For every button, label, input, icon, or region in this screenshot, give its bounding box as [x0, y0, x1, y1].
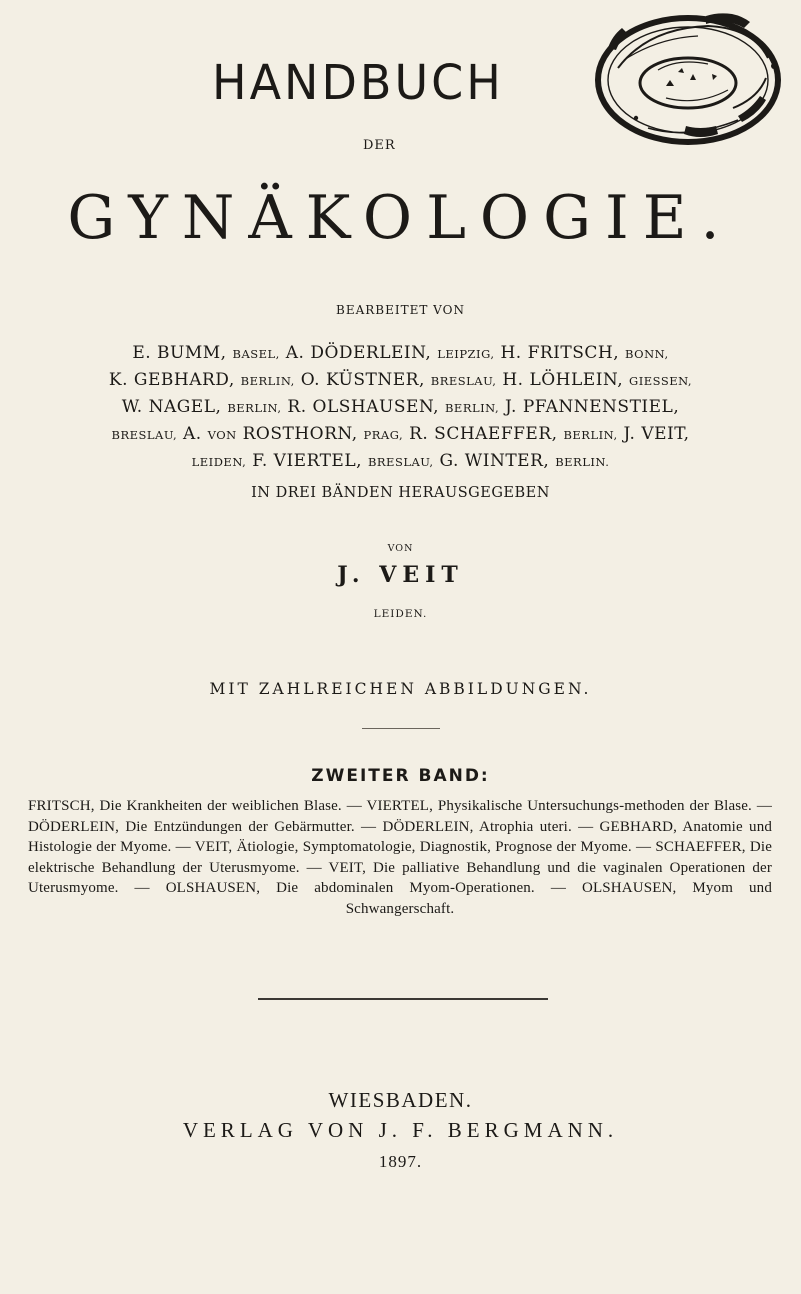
contributor-city: LEIDEN,	[191, 455, 247, 469]
contributor-name: R. OLSHAUSEN,	[287, 397, 440, 417]
contributor-name: K. GEBHARD,	[108, 370, 235, 390]
contributor-name: F. VIERTEL,	[252, 451, 363, 471]
contributor-name: O. KÜSTNER,	[300, 370, 425, 390]
imprint-year: 1897.	[378, 1152, 423, 1171]
contributor-name: H. FRITSCH,	[500, 343, 620, 363]
editor-place: LEIDEN.	[373, 608, 428, 620]
contributor-city: BRESLAU,	[430, 374, 497, 388]
editor-name: J. VEIT	[337, 562, 464, 588]
illustrations-note: MIT ZAHLREICHEN ABBILDUNGEN.	[209, 680, 592, 698]
contributor-city: PRAG,	[363, 428, 404, 442]
contributor-name: W. NAGEL,	[121, 397, 222, 417]
contributor-name: R. SCHAEFFER,	[409, 424, 558, 444]
contributors-line	[0, 367, 801, 394]
contributor-city: BRESLAU,	[367, 455, 434, 469]
imprint-publisher: VERLAG VON J. F. BERGMANN.	[182, 1118, 619, 1142]
contributor-name: A. DÖDERLEIN,	[285, 343, 432, 363]
contributor-name: H. LÖHLEIN,	[502, 370, 624, 390]
contributor-name: J. PFANNENSTIEL,	[505, 397, 680, 417]
contributor-city: BERLIN,	[563, 428, 618, 442]
volume-title: ZWEITER BAND:	[311, 766, 490, 786]
contributor-city: BERLIN,	[240, 374, 295, 388]
contributor-city: BONN,	[625, 347, 669, 361]
divider-short	[362, 728, 440, 729]
contributors-line	[0, 448, 801, 475]
contributor-name: ROSTHORN,	[242, 424, 358, 444]
title-subject: GYNÄKOLOGIE.	[67, 183, 734, 253]
divider-long	[258, 998, 548, 1000]
contributor-name: G. WINTER,	[439, 451, 550, 471]
contributors-list	[0, 340, 801, 475]
publisher-emblem-icon	[588, 8, 788, 158]
contributors-line	[0, 340, 801, 367]
contributor-name: A.	[183, 424, 202, 444]
imprint-city: WIESBADEN.	[328, 1088, 473, 1112]
contributor-city: BERLIN.	[555, 455, 610, 469]
contributor-city: BASEL,	[232, 347, 280, 361]
contributors-line	[0, 421, 801, 448]
contributor-name: J. VEIT,	[623, 424, 690, 444]
contributors-heading: BEARBEITET VON	[336, 303, 465, 317]
volume-contents: FRITSCH, Die Krankheiten der weiblichen Blase. — VIERTEL, Physikalische Untersuchungs-methoden der Blase. — DÖDERLEIN, Die Entzündungen der Gebärmutter. — DÖDERLEIN, Atrophia uteri. — GEBHARD, Anatomie und Histologie der Myome. — VEIT, Ätiologie, Symptomatologie, Diagnostik, Prognose der Myome. — SCHAEFFER, Die elektrische Behandlung der Uterusmyome. — VEIT, Die palliative Behandlung und die vaginalen Operationen der Uterusmyome. — OLSHAUSEN, Die abdominalen Myom-Operationen. — OLSHAUSEN, Myom und Schwangerschaft.	[28, 798, 772, 917]
title-handbuch: HANDBUCH	[212, 53, 504, 111]
title-der: DER	[363, 138, 396, 153]
editor-von: VON	[387, 543, 414, 554]
contributor-city: BERLIN,	[444, 401, 500, 415]
contributor-city: BRESLAU,	[111, 428, 178, 442]
contributor-city: GIESSEN,	[629, 374, 693, 388]
contributors-line	[0, 394, 801, 421]
contributor-name: E. BUMM,	[132, 343, 227, 363]
contributor-city: LEIPZIG,	[437, 347, 495, 361]
edition-statement: IN DREI BÄNDEN HERAUSGEGEBEN	[251, 485, 550, 501]
contributor-city: BERLIN,	[227, 401, 282, 415]
contributor-particle: VON	[207, 428, 237, 442]
